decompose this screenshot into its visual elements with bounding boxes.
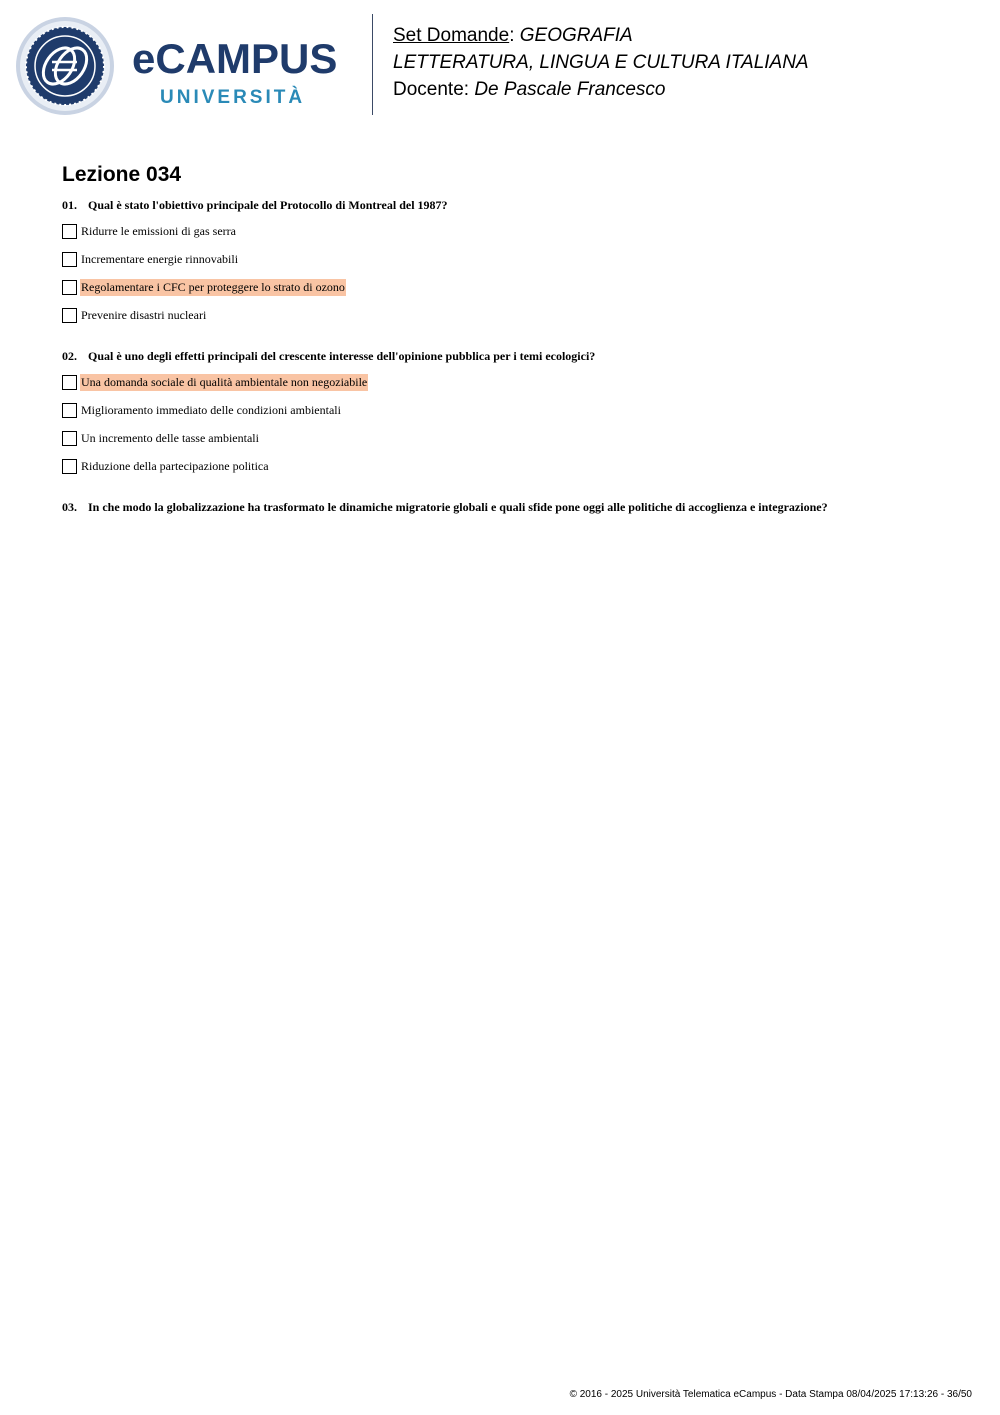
answer-checkbox[interactable] [62,375,77,390]
logo-sub-text: UNIVERSITÀ [160,87,306,108]
answer-option[interactable] [62,251,239,268]
teacher-label: Docente: [393,79,475,100]
answer-option[interactable] [62,223,237,240]
set-separator: : [509,25,520,46]
answer-checkbox[interactable] [62,224,77,239]
answer-checkbox[interactable] [62,403,77,418]
answer-label: Miglioramento immediato delle condizioni ambientali [81,403,341,417]
subject-line: LETTERATURA, LINGUA E CULTURA ITALIANA [393,52,809,73]
header-divider [372,14,373,115]
ecampus-wordmark [132,35,357,110]
answer-checkbox[interactable] [62,280,77,295]
answer-option-highlighted[interactable] [62,374,368,391]
answer-label: Ridurre le emissioni di gas serra [81,224,236,238]
question-02 [62,348,595,364]
answer-label: Riduzione della partecipazione politica [81,459,269,473]
page-footer: © 2016 - 2025 Università Telematica eCampus - Data Stampa 08/04/2025 17:13:26 - 36/50 [569,1389,972,1400]
question-03 [62,499,828,515]
question-number: 02. [62,349,77,363]
ecampus-seal-logo [14,16,116,116]
answer-label: Incrementare energie rinnovabili [81,252,239,266]
set-value: GEOGRAFIA [519,25,633,46]
answer-option[interactable] [62,307,207,324]
answer-option[interactable] [62,430,260,447]
answer-checkbox[interactable] [62,459,77,474]
logo-main-text: eCAMPUS [132,35,338,82]
question-01 [62,197,448,213]
teacher-name: De Pascale Francesco [474,79,666,100]
question-text: In che modo la globalizzazione ha trasformato le dinamiche migratorie globali e quali sfide pone oggi alle politiche di accoglienza e integrazione? [88,500,828,514]
answer-label: Prevenire disastri nucleari [81,308,207,322]
answer-checkbox[interactable] [62,252,77,267]
answer-checkbox[interactable] [62,431,77,446]
header-info [393,22,809,103]
answer-label-highlighted: Una domanda sociale di qualità ambientale non negoziabile [81,375,368,389]
question-text: Qual è stato l'obiettivo principale del Protocollo di Montreal del 1987? [88,198,448,212]
set-line [393,22,809,49]
question-number: 03. [62,500,77,514]
answer-label-highlighted: Regolamentare i CFC per proteggere lo strato di ozono [81,280,345,294]
question-number: 01. [62,198,77,212]
answer-option[interactable] [62,458,270,475]
teacher-line [393,76,809,103]
answer-option-highlighted[interactable] [62,279,346,296]
set-label: Set Domande [393,25,510,46]
answer-label: Un incremento delle tasse ambientali [81,431,259,445]
lesson-title: Lezione 034 [62,163,182,186]
answer-checkbox[interactable] [62,308,77,323]
answer-option[interactable] [62,402,342,419]
question-text: Qual è uno degli effetti principali del crescente interesse dell'opinione pubblica per i temi ecologici? [88,349,596,363]
